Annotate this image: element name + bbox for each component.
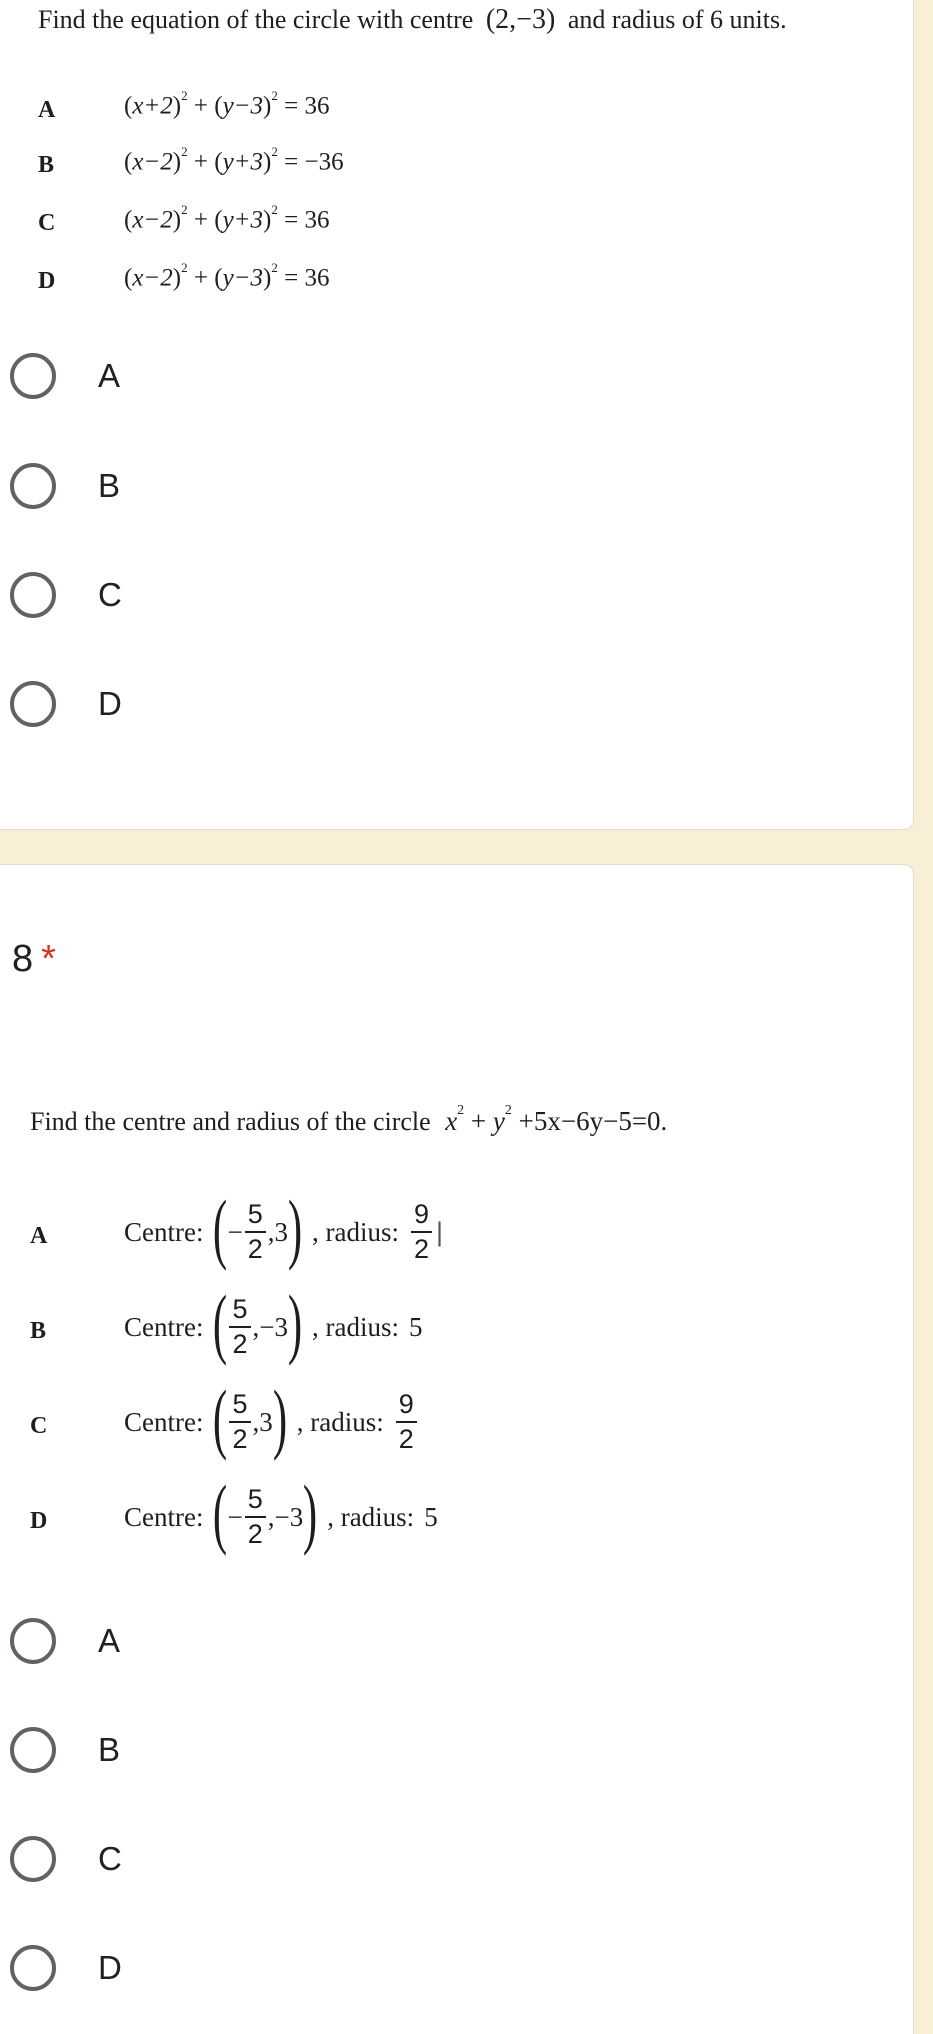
- centre-label: Centre:: [124, 1406, 204, 1437]
- denominator: 2: [232, 1329, 248, 1359]
- question-7-text: [38, 4, 787, 36]
- q7-option-c[interactable]: [10, 565, 122, 625]
- choice-letter: C: [30, 1413, 48, 1439]
- choice-c-equation: $(x-2)^2 + (y+3)^2 = 36$: [124, 202, 330, 234]
- choice-letter: B: [38, 152, 55, 178]
- numerator: 9: [411, 1201, 432, 1233]
- choice-letter: D: [38, 268, 56, 294]
- centre-y: ,−3: [267, 1501, 304, 1532]
- q8-option-c[interactable]: [10, 1829, 122, 1889]
- choice-letter: A: [30, 1223, 48, 1249]
- choice-d-equation: $(x-2)^2 + (y-3)^2 = 36$: [124, 260, 330, 292]
- radius-label: , radius:: [311, 1216, 399, 1247]
- radio-button[interactable]: [10, 353, 56, 399]
- option-label: D: [98, 685, 122, 722]
- q7-option-d[interactable]: [10, 674, 122, 734]
- centre-x-fraction: [245, 1201, 266, 1263]
- denominator: 2: [398, 1424, 414, 1454]
- question-7-centre: (2,−3): [485, 4, 556, 35]
- choice-letter: A: [38, 97, 56, 123]
- question-8-number: [12, 938, 56, 981]
- choice-letter: B: [30, 1318, 47, 1344]
- numerator: 5: [245, 1201, 266, 1233]
- radius-label: , radius:: [296, 1406, 384, 1437]
- radio-button[interactable]: [10, 572, 56, 618]
- q7-option-a[interactable]: [10, 346, 120, 406]
- centre-label: Centre:: [124, 1501, 204, 1532]
- question-7-prefix: Find the equation of the circle with centre: [38, 5, 474, 34]
- text-cursor: |: [436, 1216, 444, 1247]
- centre-x-fraction: [229, 1296, 250, 1358]
- option-label: C: [98, 1840, 122, 1877]
- radio-button[interactable]: [10, 1836, 56, 1882]
- q8-choice-a: Centre: ( − $\frac{5}{2}$ ,3 ) , radius: $\frac{9}{2}$ |: [124, 1184, 444, 1271]
- sign: −: [227, 1216, 243, 1247]
- choice-a-term1: x+2: [132, 92, 173, 120]
- choice-letter: C: [38, 210, 56, 236]
- radius-fraction: [396, 1391, 417, 1453]
- q8-choice-d: Centre: ( − $\frac{5}{2}$ ,−3 ) , radius: 5: [124, 1469, 438, 1556]
- q8-option-d[interactable]: [10, 1938, 122, 1998]
- choice-b-term1: x−2: [132, 148, 173, 176]
- radius-value: 5: [408, 1311, 423, 1342]
- radio-button[interactable]: [10, 463, 56, 509]
- centre-x-fraction: [229, 1391, 250, 1453]
- choice-c-term1: x−2: [132, 206, 173, 234]
- denominator: 2: [247, 1234, 263, 1264]
- choice-b-rhs: −36: [304, 148, 344, 176]
- question-8-equation: $x^2 + y^2 +5x-6y-5=0$.: [445, 1103, 668, 1136]
- radio-button[interactable]: [10, 1618, 56, 1664]
- question-number: 8: [12, 938, 34, 980]
- numerator: 9: [396, 1391, 417, 1423]
- q8-option-b[interactable]: [10, 1720, 120, 1780]
- numerator: 5: [245, 1486, 266, 1518]
- choice-letter: D: [30, 1508, 48, 1534]
- option-label: B: [98, 467, 121, 504]
- choice-c-term2: y+3: [222, 206, 264, 234]
- centre-x-fraction: [245, 1486, 266, 1548]
- radio-button[interactable]: [10, 681, 56, 727]
- option-label: A: [98, 357, 121, 394]
- q8-option-a[interactable]: [10, 1611, 120, 1671]
- q8-choice-b: Centre: ( $\frac{5}{2}$ ,−3 ) , radius: 5: [124, 1279, 423, 1366]
- centre-label: Centre:: [124, 1311, 204, 1342]
- radius-fraction: [411, 1201, 432, 1263]
- centre-y: ,3: [252, 1406, 273, 1437]
- option-label: A: [98, 1622, 121, 1659]
- q7-option-b[interactable]: [10, 456, 120, 516]
- question-card-7: [0, 0, 914, 830]
- centre-y: ,−3: [252, 1311, 288, 1342]
- option-label: C: [98, 576, 122, 613]
- centre-y: ,3: [267, 1216, 288, 1247]
- option-label: D: [98, 1949, 122, 1986]
- question-8-prefix: Find the centre and radius of the circle: [30, 1107, 431, 1136]
- choice-a-term2: y−3: [222, 92, 264, 120]
- radius-label: , radius:: [327, 1501, 415, 1532]
- option-label: B: [98, 1731, 121, 1768]
- radio-button[interactable]: [10, 1945, 56, 1991]
- choice-d-term2: y−3: [222, 264, 264, 292]
- required-asterisk: *: [41, 938, 56, 980]
- numerator: 5: [229, 1391, 250, 1423]
- question-8-text: [30, 1103, 668, 1137]
- centre-label: Centre:: [124, 1216, 204, 1247]
- radius-label: , radius:: [311, 1311, 399, 1342]
- denominator: 2: [232, 1424, 248, 1454]
- choice-d-term1: x−2: [132, 264, 173, 292]
- choice-c-rhs: 36: [304, 206, 330, 234]
- choice-b-equation: $(x-2)^2 + (y+3)^2 = -36$: [124, 144, 344, 176]
- q8-choice-c: Centre: ( $\frac{5}{2}$ ,3 ) , radius: $\frac{9}{2}$: [124, 1383, 419, 1461]
- denominator: 2: [247, 1519, 263, 1549]
- choice-a-rhs: 36: [304, 92, 330, 120]
- sign: −: [227, 1501, 243, 1532]
- choice-d-rhs: 36: [304, 264, 330, 292]
- equation-tail: +5x−6y−5=0.: [518, 1106, 668, 1136]
- radius-value: 5: [424, 1501, 438, 1532]
- numerator: 5: [229, 1296, 250, 1328]
- question-7-suffix: and radius of 6 units.: [567, 5, 787, 34]
- choice-b-term2: y+3: [222, 148, 264, 176]
- radio-button[interactable]: [10, 1727, 56, 1773]
- choice-a-equation: $(x+2)^2 + (y-3)^2 = 36$: [124, 88, 330, 120]
- denominator: 2: [413, 1234, 429, 1264]
